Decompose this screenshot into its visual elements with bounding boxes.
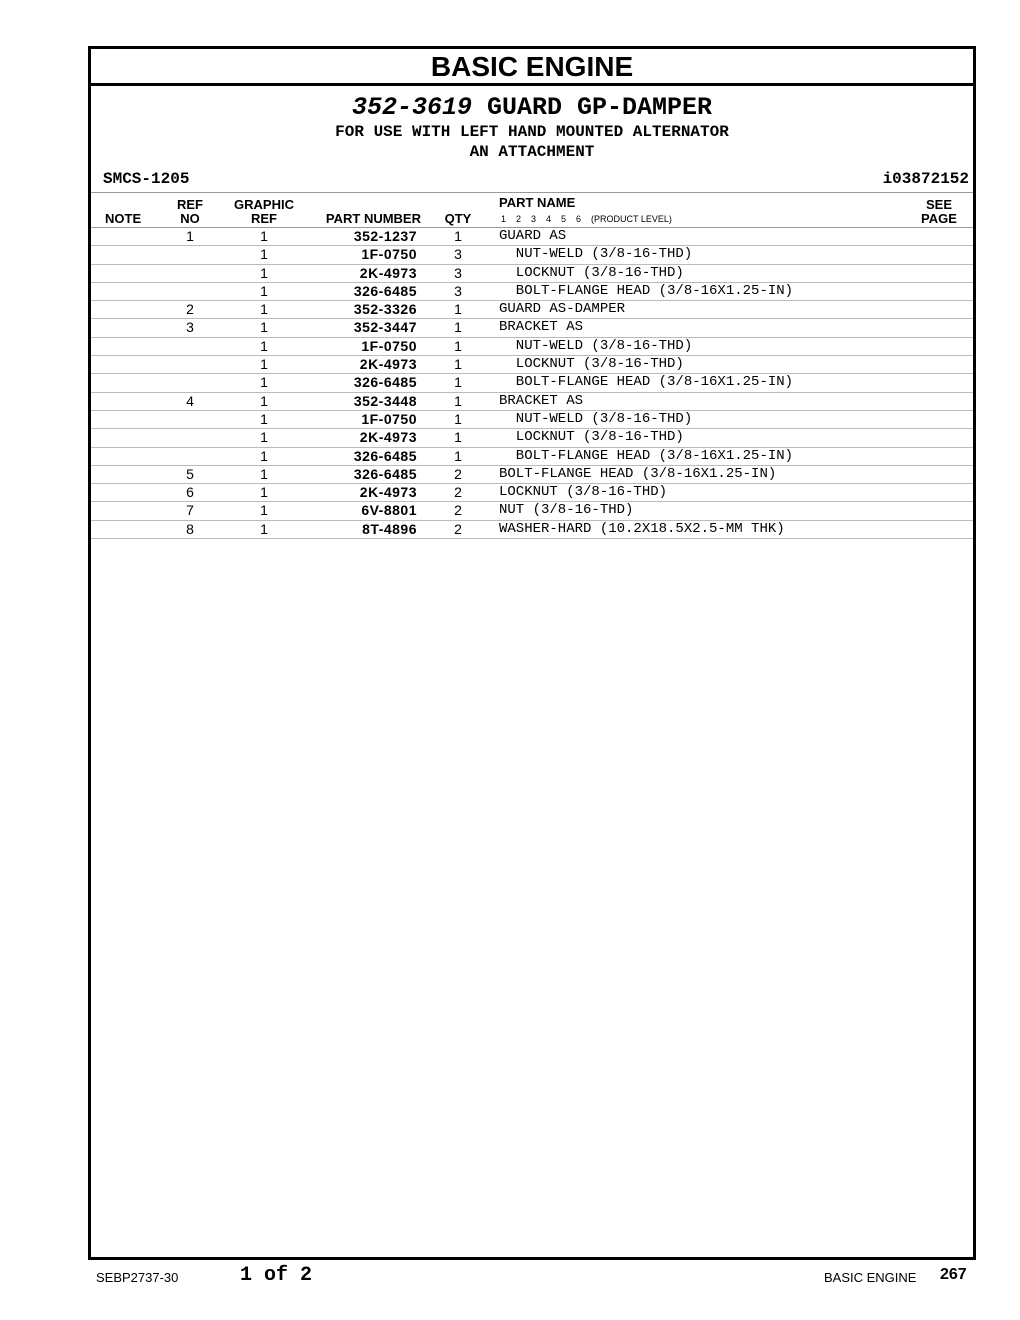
qty-cell: 1 — [454, 337, 462, 354]
header-qty: QTY — [444, 211, 472, 226]
header-graphic-bottom: REF — [251, 211, 277, 226]
table-row — [91, 228, 973, 246]
part-name-cell: BOLT-FLANGE HEAD (3/8-16X1.25-IN) — [499, 374, 794, 391]
qty-cell: 1 — [454, 392, 462, 409]
qty-cell: 1 — [454, 447, 462, 464]
part-name-cell: LOCKNUT (3/8-16-THD) — [499, 429, 684, 446]
ref-no-cell: 6 — [186, 484, 194, 501]
section-title: BASIC ENGINE — [91, 49, 973, 86]
part-number-cell: 352-3447 — [353, 319, 417, 336]
qty-cell: 1 — [454, 374, 462, 391]
graphic-ref-cell: 1 — [260, 264, 268, 281]
footer-section: BASIC ENGINE — [824, 1270, 917, 1285]
header-part-number: PART NUMBER — [325, 211, 421, 226]
part-name-cell: LOCKNUT (3/8-16-THD) — [499, 484, 668, 501]
qty-cell: 1 — [454, 228, 462, 244]
qty-cell: 3 — [454, 282, 462, 299]
part-number-cell: 2K-4973 — [359, 429, 417, 446]
part-number-cell: 2K-4973 — [359, 264, 417, 281]
group-title — [91, 94, 973, 122]
part-number-cell: 326-6485 — [353, 282, 417, 299]
qty-cell: 1 — [454, 410, 462, 427]
part-name-cell: LOCKNUT (3/8-16-THD) — [499, 264, 684, 281]
table-row — [91, 356, 973, 374]
table-row — [91, 393, 973, 411]
table-row — [91, 521, 973, 539]
part-number-cell: 326-6485 — [353, 447, 417, 464]
header-part-name: PART NAME — [499, 195, 576, 210]
part-name-cell: WASHER-HARD (10.2X18.5X2.5-MM THK) — [499, 520, 785, 537]
qty-cell: 2 — [454, 465, 462, 482]
part-number-cell: 1F-0750 — [361, 337, 417, 354]
part-name-cell: BRACKET AS — [499, 392, 584, 409]
qty-cell: 1 — [454, 429, 462, 446]
table-row — [91, 246, 973, 264]
graphic-ref-cell: 1 — [260, 502, 268, 519]
ref-no-cell: 2 — [186, 301, 194, 318]
parts-page-frame — [88, 46, 976, 1260]
table-row — [91, 448, 973, 466]
graphic-ref-cell: 1 — [260, 337, 268, 354]
graphic-ref-cell: 1 — [260, 319, 268, 336]
part-number-cell: 2K-4973 — [359, 484, 417, 501]
part-name-cell: NUT-WELD (3/8-16-THD) — [499, 337, 693, 354]
qty-cell: 1 — [454, 319, 462, 336]
ref-no-cell: 7 — [186, 502, 194, 519]
info-id: i03872152 — [882, 170, 969, 188]
header-product-levels: 1 2 3 4 5 6 (PRODUCT LEVEL) — [501, 214, 672, 224]
part-number-cell: 2K-4973 — [359, 356, 417, 373]
table-row — [91, 338, 973, 356]
header-see-top: SEE — [925, 197, 952, 212]
footer-doc-number: SEBP2737-30 — [96, 1270, 179, 1285]
qty-cell: 2 — [454, 502, 462, 519]
part-name-cell: NUT-WELD (3/8-16-THD) — [499, 246, 693, 263]
qty-cell: 1 — [454, 301, 462, 318]
table-row — [91, 429, 973, 447]
graphic-ref-cell: 1 — [260, 410, 268, 427]
part-number-cell: 352-3448 — [353, 392, 417, 409]
graphic-ref-cell: 1 — [260, 374, 268, 391]
parts-table-body — [91, 228, 973, 539]
part-number-cell: 326-6485 — [353, 465, 417, 482]
table-row — [91, 265, 973, 283]
part-name-cell: BOLT-FLANGE HEAD (3/8-16X1.25-IN) — [499, 447, 794, 464]
header-ref-top: REF — [177, 197, 203, 212]
group-usage-line: FOR USE WITH LEFT HAND MOUNTED ALTERNATOR — [335, 123, 729, 141]
part-number-cell: 352-1237 — [353, 228, 417, 244]
graphic-ref-cell: 1 — [260, 392, 268, 409]
part-name-cell: BRACKET AS — [499, 319, 584, 336]
part-name-cell: GUARD AS-DAMPER — [499, 301, 626, 318]
part-name-cell: NUT (3/8-16-THD) — [499, 502, 634, 519]
table-row — [91, 502, 973, 520]
graphic-ref-cell: 1 — [260, 465, 268, 482]
part-name-cell: BOLT-FLANGE HEAD (3/8-16X1.25-IN) — [499, 282, 794, 299]
ref-no-cell: 3 — [186, 319, 194, 336]
graphic-ref-cell: 1 — [260, 282, 268, 299]
footer-page-number: 267 — [940, 1266, 967, 1283]
ref-no-cell: 1 — [186, 228, 194, 244]
page-footer — [0, 1262, 1020, 1292]
header-ref-bottom: NO — [180, 211, 200, 226]
table-row — [91, 283, 973, 301]
part-name-cell: LOCKNUT (3/8-16-THD) — [499, 356, 684, 373]
graphic-ref-cell: 1 — [260, 484, 268, 501]
part-number-cell: 326-6485 — [353, 374, 417, 391]
graphic-ref-cell: 1 — [260, 429, 268, 446]
table-row — [91, 466, 973, 484]
part-number-cell: 8T-4896 — [362, 520, 417, 537]
footer-page-of: 1 of 2 — [240, 1264, 313, 1287]
smcs-code: SMCS-1205 — [103, 170, 190, 188]
qty-cell: 2 — [454, 484, 462, 501]
graphic-ref-cell: 1 — [260, 356, 268, 373]
part-name-cell: GUARD AS — [499, 228, 567, 244]
header-see-bottom: PAGE — [921, 211, 957, 226]
part-number-cell: 352-3326 — [353, 301, 417, 318]
ref-no-cell: 5 — [186, 465, 194, 482]
group-name: GUARD GP-DAMPER — [487, 93, 713, 122]
group-number: 352-3619 — [351, 93, 472, 122]
table-header — [91, 193, 973, 228]
header-note: NOTE — [105, 211, 142, 226]
part-number-cell: 1F-0750 — [361, 246, 417, 263]
graphic-ref-cell: 1 — [260, 301, 268, 318]
id-bar — [91, 168, 973, 193]
qty-cell: 2 — [454, 520, 462, 537]
graphic-ref-cell: 1 — [260, 246, 268, 263]
part-name-cell: NUT-WELD (3/8-16-THD) — [499, 410, 693, 427]
table-row — [91, 374, 973, 392]
table-row — [91, 484, 973, 502]
graphic-ref-cell: 1 — [260, 228, 268, 244]
qty-cell: 3 — [454, 246, 462, 263]
table-row — [91, 319, 973, 337]
table-row — [91, 301, 973, 319]
graphic-ref-cell: 1 — [260, 447, 268, 464]
part-number-cell: 1F-0750 — [361, 410, 417, 427]
ref-no-cell: 4 — [186, 392, 194, 409]
part-number-cell: 6V-8801 — [361, 502, 417, 519]
part-name-cell: BOLT-FLANGE HEAD (3/8-16X1.25-IN) — [499, 465, 777, 482]
group-attachment-line: AN ATTACHMENT — [469, 143, 595, 161]
graphic-ref-cell: 1 — [260, 520, 268, 537]
table-row — [91, 411, 973, 429]
qty-cell: 3 — [454, 264, 462, 281]
header-graphic-top: GRAPHIC — [234, 197, 294, 212]
qty-cell: 1 — [454, 356, 462, 373]
ref-no-cell: 8 — [186, 520, 194, 537]
